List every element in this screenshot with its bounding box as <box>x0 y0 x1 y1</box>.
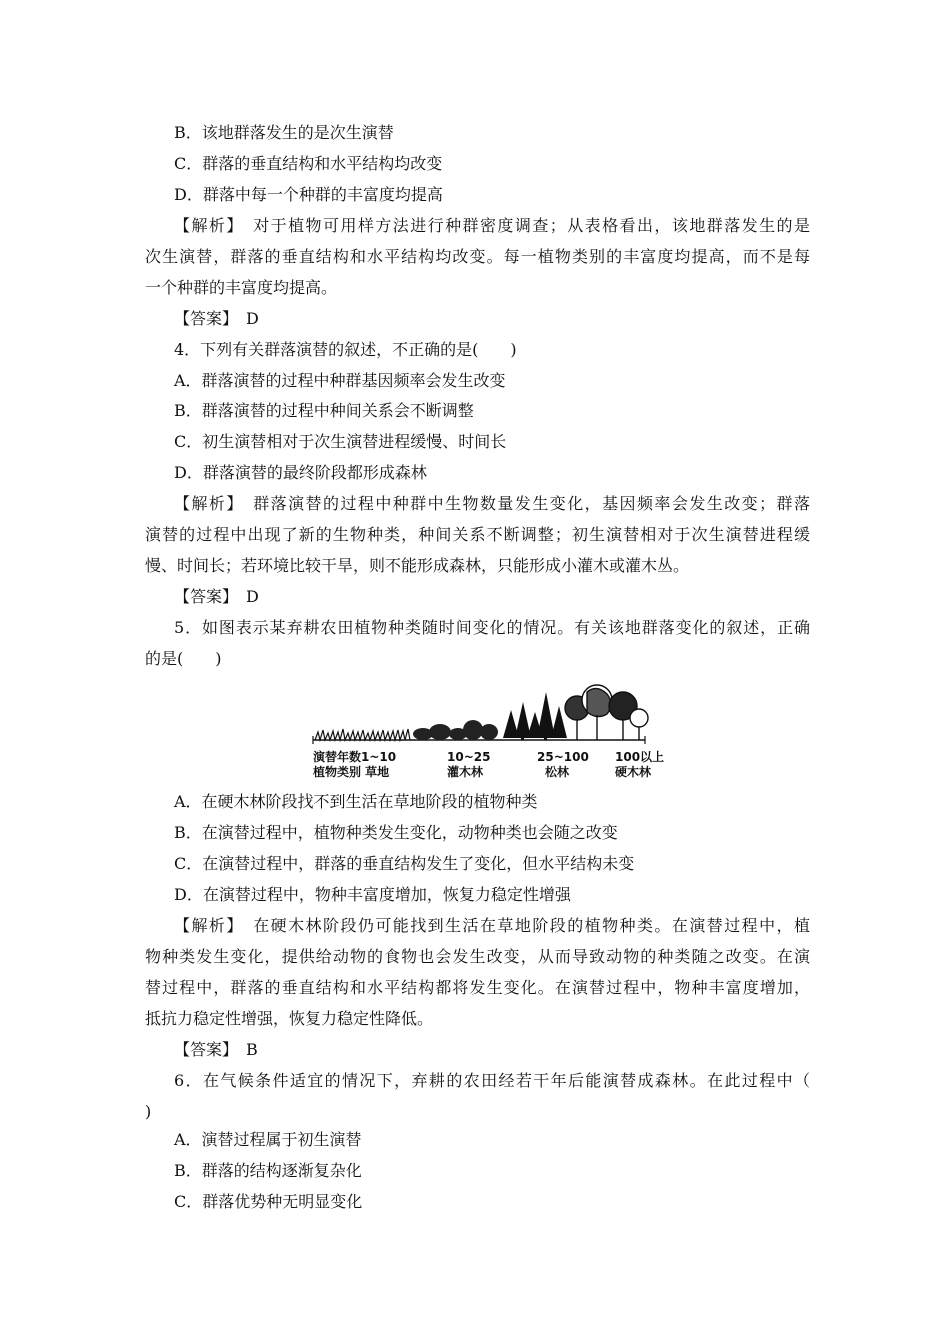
answer-q4: 【答案】 D <box>174 587 259 606</box>
option-c-q6: C．群落优势种无明显变化 <box>174 1192 363 1211</box>
fig-label-type-shrub: 灌木林 <box>447 765 484 779</box>
option-b-q3: B．该地群落发生的是次生演替 <box>174 123 394 142</box>
fig-label-years-pine: 25~100 <box>537 750 589 764</box>
option-b-q6: B．群落的结构逐渐复杂化 <box>174 1161 362 1180</box>
answer-q3: 【答案】 D <box>174 309 259 328</box>
option-d-q3: D．群落中每一个种群的丰富度均提高 <box>174 185 443 204</box>
pine-illustration <box>503 692 567 740</box>
option-b-q5: B．在演替过程中，植物种类发生变化，动物种类也会随之改变 <box>174 823 618 842</box>
option-d-q5: D．在演替过程中，物种丰富度增加，恢复力稳定性增强 <box>174 885 571 904</box>
analysis-q3-line1: 【解析】 对于植物可用样方法进行种群密度调查；从表格看出，该地群落发生的是 <box>174 216 810 235</box>
question-5-stem-line2: 的是( ) <box>145 649 222 668</box>
shrub-illustration <box>413 720 498 740</box>
fig-label-years-hardwood: 100以上 <box>615 750 665 764</box>
answer-q5: 【答案】 B <box>174 1040 258 1059</box>
fig-label-type-hardwood: 硬木林 <box>615 765 652 779</box>
analysis-q5-line2: 物种类发生变化，提供给动物的食物也会发生改变，从而导致动物的种类随之改变。在演 <box>145 947 810 966</box>
fig-label-type-pine: 松林 <box>545 765 570 779</box>
analysis-q5-line1: 【解析】 在硬木林阶段仍可能找到生活在草地阶段的植物种类。在演替过程中，植 <box>174 916 810 935</box>
analysis-q4-line2: 演替的过程中出现了新的生物种类，种间关系不断调整；初生演替相对于次生演替进程缓 <box>145 525 810 544</box>
option-b-q4: B．群落演替的过程中种间关系会不断调整 <box>174 401 474 420</box>
analysis-q4-line3: 慢、时间长；若环境比较干旱，则不能形成森林，只能形成小灌木或灌木丛。 <box>145 556 690 575</box>
fig-label-type-grass: 植物类别 草地 <box>313 765 390 779</box>
analysis-q3-line2: 次生演替，群落的垂直结构和水平结构均改变。每一植物类别的丰富度均提高，而不是每 <box>145 247 810 266</box>
option-d-q4: D．群落演替的最终阶段都形成森林 <box>174 463 427 482</box>
option-a-q5: A．在硬木林阶段找不到生活在草地阶段的植物种类 <box>174 792 538 811</box>
analysis-q5-line4: 抵抗力稳定性增强，恢复力稳定性降低。 <box>145 1009 434 1028</box>
analysis-q5-line3: 替过程中，群落的垂直结构和水平结构都将发生变化。在演替过程中，物种丰富度增加， <box>145 978 810 997</box>
option-c-q4: C．初生演替相对于次生演替进程缓慢、时间长 <box>174 432 507 451</box>
question-6-stem-line1: 6．在气候条件适宜的情况下，弃耕的农田经若干年后能演替成森林。在此过程中（ <box>174 1071 810 1090</box>
question-4-stem: 4．下列有关群落演替的叙述，不正确的是( ) <box>174 340 517 359</box>
option-c-q3: C．群落的垂直结构和水平结构均改变 <box>174 154 443 173</box>
question-5-stem-line1: 5．如图表示某弃耕农田植物种类随时间变化的情况。有关该地群落变化的叙述，正确 <box>174 618 810 637</box>
hardwood-illustration <box>565 685 648 740</box>
question-6-stem-line2: ) <box>145 1102 152 1121</box>
option-a-q6: A．演替过程属于初生演替 <box>174 1130 362 1149</box>
option-a-q4: A．群落演替的过程中种群基因频率会发生改变 <box>174 371 506 390</box>
fig-label-years-shrub: 10~25 <box>447 750 491 764</box>
grass-illustration <box>315 729 410 740</box>
succession-figure <box>305 672 665 790</box>
fig-label-years-grass: 演替年数1~10 <box>313 750 397 764</box>
option-c-q5: C．在演替过程中，群落的垂直结构发生了变化，但水平结构未变 <box>174 854 635 873</box>
analysis-q3-line3: 一个种群的丰富度均提高。 <box>145 278 338 297</box>
analysis-q4-line1: 【解析】 群落演替的过程中种群中生物数量发生变化，基因频率会发生改变；群落 <box>174 494 810 513</box>
